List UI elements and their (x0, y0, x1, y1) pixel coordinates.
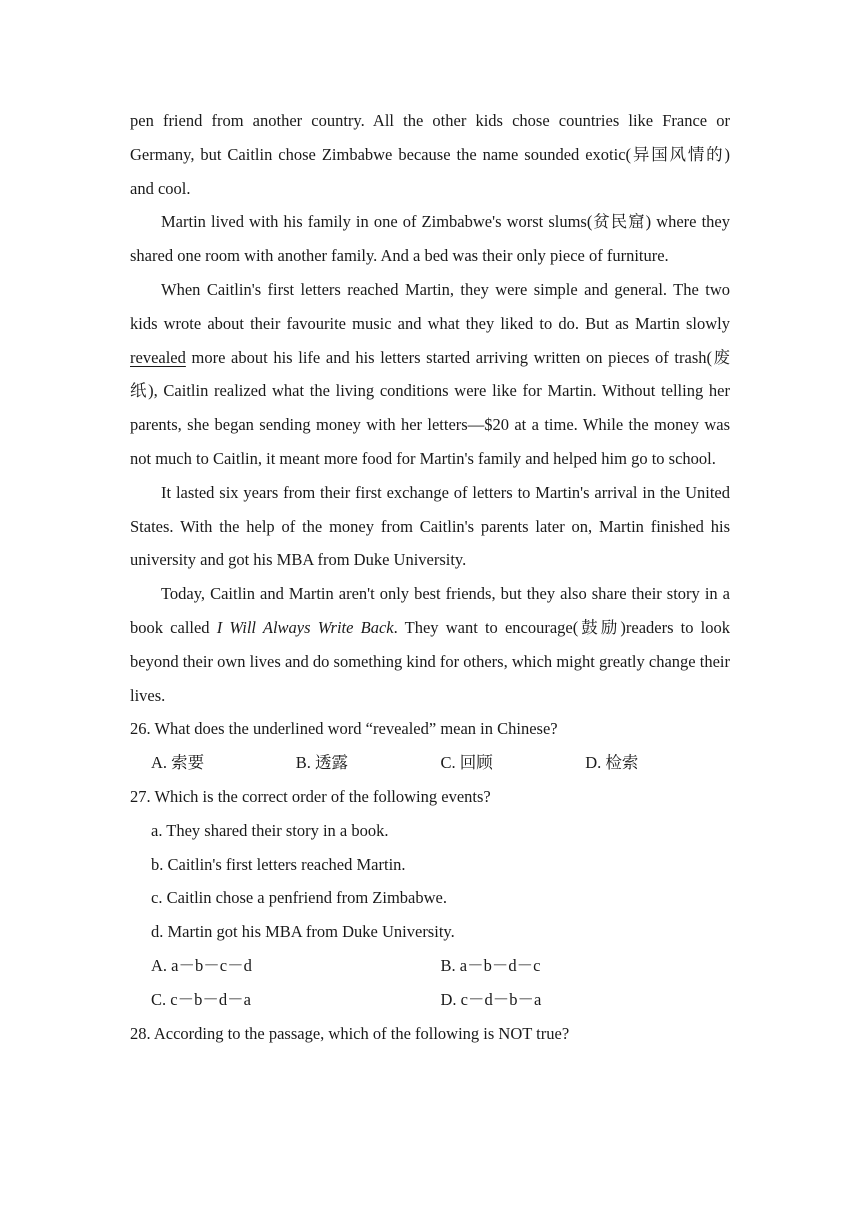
paragraph-4: It lasted six years from their first exchange of letters to Martin's arrival in the United States. With the help of the money from Caitlin's parents later on, Martin finished his university and got his MBA from Duke University. (130, 482, 730, 570)
question-26-stem: 26. What does the underlined word “revealed” mean in Chinese? (130, 719, 558, 739)
question-26-option-a: A. 索要 (151, 753, 205, 773)
question-28-stem: 28. According to the passage, which of the following is NOT true? (130, 1023, 570, 1043)
question-27-item-d: d. Martin got his MBA from Duke University. (151, 922, 455, 942)
paragraph-3-text-before: When Caitlin's first letters reached Martin, they were simple and general. The two kids wrote about their favourite music and what they liked to do. But as Martin slowly (130, 279, 730, 333)
question-27-stem: 27. Which is the correct order of the following events? (130, 786, 491, 806)
book-title: I Will Always Write Back (216, 617, 394, 637)
question-27-option-d: D. c－d－b－a (440, 989, 542, 1009)
paragraph-1: pen friend from another country. All the other kids chose countries like France or Germany, but Caitlin chose Zimbabwe because the name sounded exotic(异国风情的) and cool. (130, 111, 730, 198)
question-27-option-b: B. a－b－d－c (440, 955, 541, 975)
question-27-option-a: A. a－b－c－d (151, 955, 252, 975)
question-26-option-b: B. 透露 (295, 753, 349, 773)
paragraph-2: Martin lived with his family in one of Zimbabwe's worst slums(贫民窟) where they shared one room with another family. And a bed was their only piece of furniture. (130, 212, 730, 266)
paragraph-3-text-after: more about his life and his letters started arriving written on pieces of trash(废纸), Caitlin realized what the living conditions were like for Martin. Without telling her parents, she began sending money with her letters—$20 at a time. While the money was not much to Caitlin, it meant more food for Martin's family and helped him go to school. (130, 347, 730, 468)
underlined-word: revealed (130, 347, 186, 367)
question-26-options (130, 746, 730, 780)
question-27-item-a: a. They shared their story in a book. (151, 820, 389, 840)
question-27-options-row-1 (130, 949, 730, 983)
paragraph-3 (130, 273, 730, 476)
question-27-item-c: c. Caitlin chose a penfriend from Zimbabwe. (151, 888, 447, 908)
question-26-option-d: D. 检索 (585, 753, 639, 773)
question-27-option-c: C. c－b－d－a (151, 989, 251, 1009)
question-27-options-row-2 (130, 983, 730, 1017)
question-26-option-c: C. 回顾 (440, 753, 493, 773)
reading-passage (130, 104, 730, 1050)
question-27-item-b: b. Caitlin's first letters reached Martin. (151, 854, 406, 874)
paragraph-5-text-after: . They want to encourage(鼓励)readers to look beyond their own lives and do something kind for others, which might greatly change their lives. (130, 617, 731, 705)
paragraph-5 (130, 577, 730, 712)
paragraph-5-text-before: Today, Caitlin and Martin aren't only best friends, but they also share their story in a book called (130, 584, 730, 637)
